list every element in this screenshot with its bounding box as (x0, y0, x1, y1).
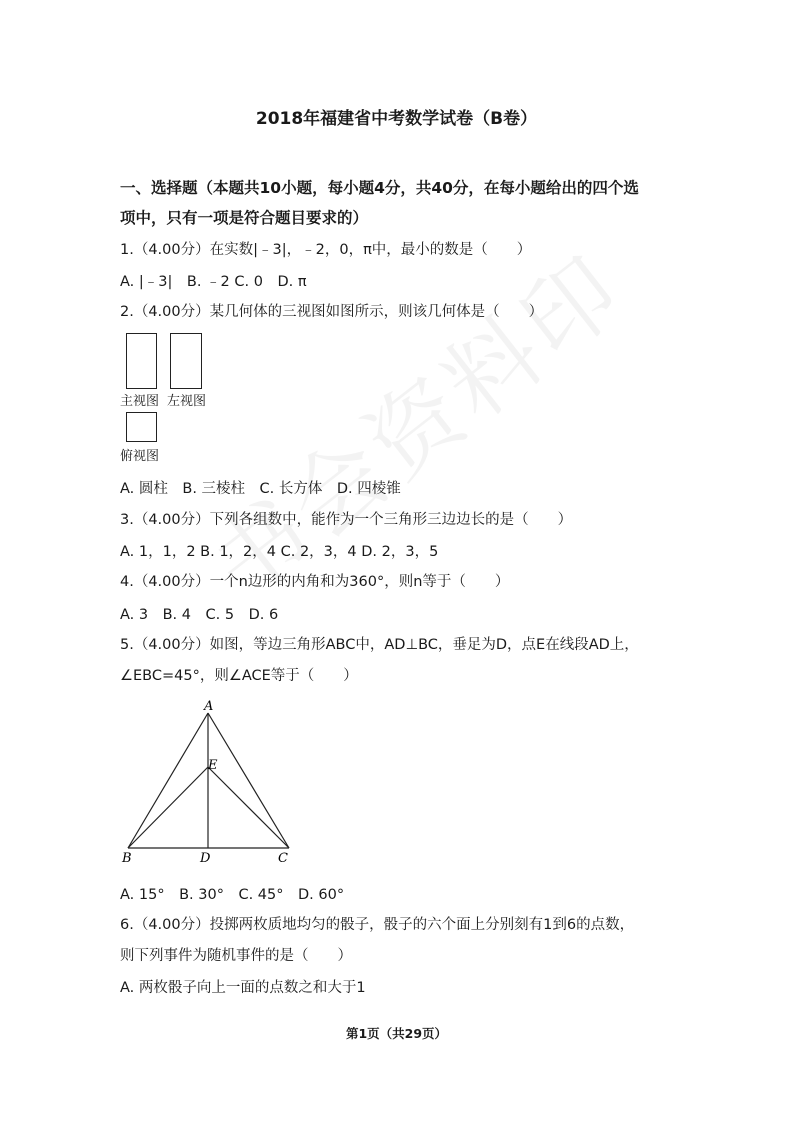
segment-ce (208, 767, 289, 848)
question-6-stem-line1: 6.（4.00分）投掷两枚质地均匀的骰子，骰子的六个面上分别刻有1到6的点数， (120, 917, 635, 933)
question-6-stem-line2: 则下列事件为随机事件的是（ ） (120, 948, 352, 964)
left-view-rectangle (170, 333, 202, 389)
question-4-options: A. 3 B. 4 C. 5 D. 6 (120, 607, 279, 623)
page-title: 2018年福建省中考数学试卷（B卷） (255, 109, 538, 129)
question-5-stem-line2: ∠EBC=45°，则∠ACE等于（ ） (120, 668, 358, 684)
top-view-square (126, 412, 157, 442)
vertex-label-b: B (122, 851, 132, 866)
question-5-stem-line1: 5.（4.00分）如图，等边三角形ABC中，AD⊥BC，垂足为D，点E在线段AD上， (120, 637, 639, 653)
section-heading-line2: 项中，只有一项是符合题目要求的） (120, 209, 369, 227)
question-3-stem: 3.（4.00分）下列各组数中，能作为一个三角形三边边长的是（ ） (120, 512, 573, 528)
side-ab (128, 713, 208, 848)
point-label-d: D (200, 851, 211, 866)
question-3-options: A. 1，1，2 B. 1，2，4 C. 2，3，4 D. 2，3，5 (120, 544, 439, 560)
question-2-options: A. 圆柱 B. 三棱柱 C. 长方体 D. 四棱锥 (120, 481, 401, 497)
top-view-label: 俯视图 (120, 449, 160, 464)
question-2-stem: 2.（4.00分）某几何体的三视图如图所示，则该几何体是（ ） (120, 304, 544, 320)
side-ac (208, 713, 289, 848)
triangle-figure (118, 695, 308, 870)
front-view-label: 主视图 (120, 394, 160, 409)
front-view-rectangle (126, 333, 157, 389)
vertex-label-c: C (278, 851, 288, 866)
question-1-stem: 1.（4.00分）在实数|﹣3|，﹣2，0，π中，最小的数是（ ） (120, 242, 532, 258)
section-heading-line1: 一、选择题（本题共10小题，每小题4分，共40分，在每小题给出的四个选 (120, 179, 639, 197)
vertex-label-a: A (204, 699, 214, 714)
page-footer: 第1页（共29页） (345, 1026, 448, 1041)
segment-be (128, 767, 208, 848)
question-1-options: A. |﹣3| B. ﹣2 C. 0 D. π (120, 274, 307, 290)
point-label-e: E (208, 758, 218, 773)
question-6-option-a: A. 两枚骰子向上一面的点数之和大于1 (120, 980, 366, 996)
question-5-options: A. 15° B. 30° C. 45° D. 60° (120, 887, 345, 903)
question-4-stem: 4.（4.00分）一个n边形的内角和为360°，则n等于（ ） (120, 574, 510, 590)
left-view-label: 左视图 (167, 394, 207, 409)
